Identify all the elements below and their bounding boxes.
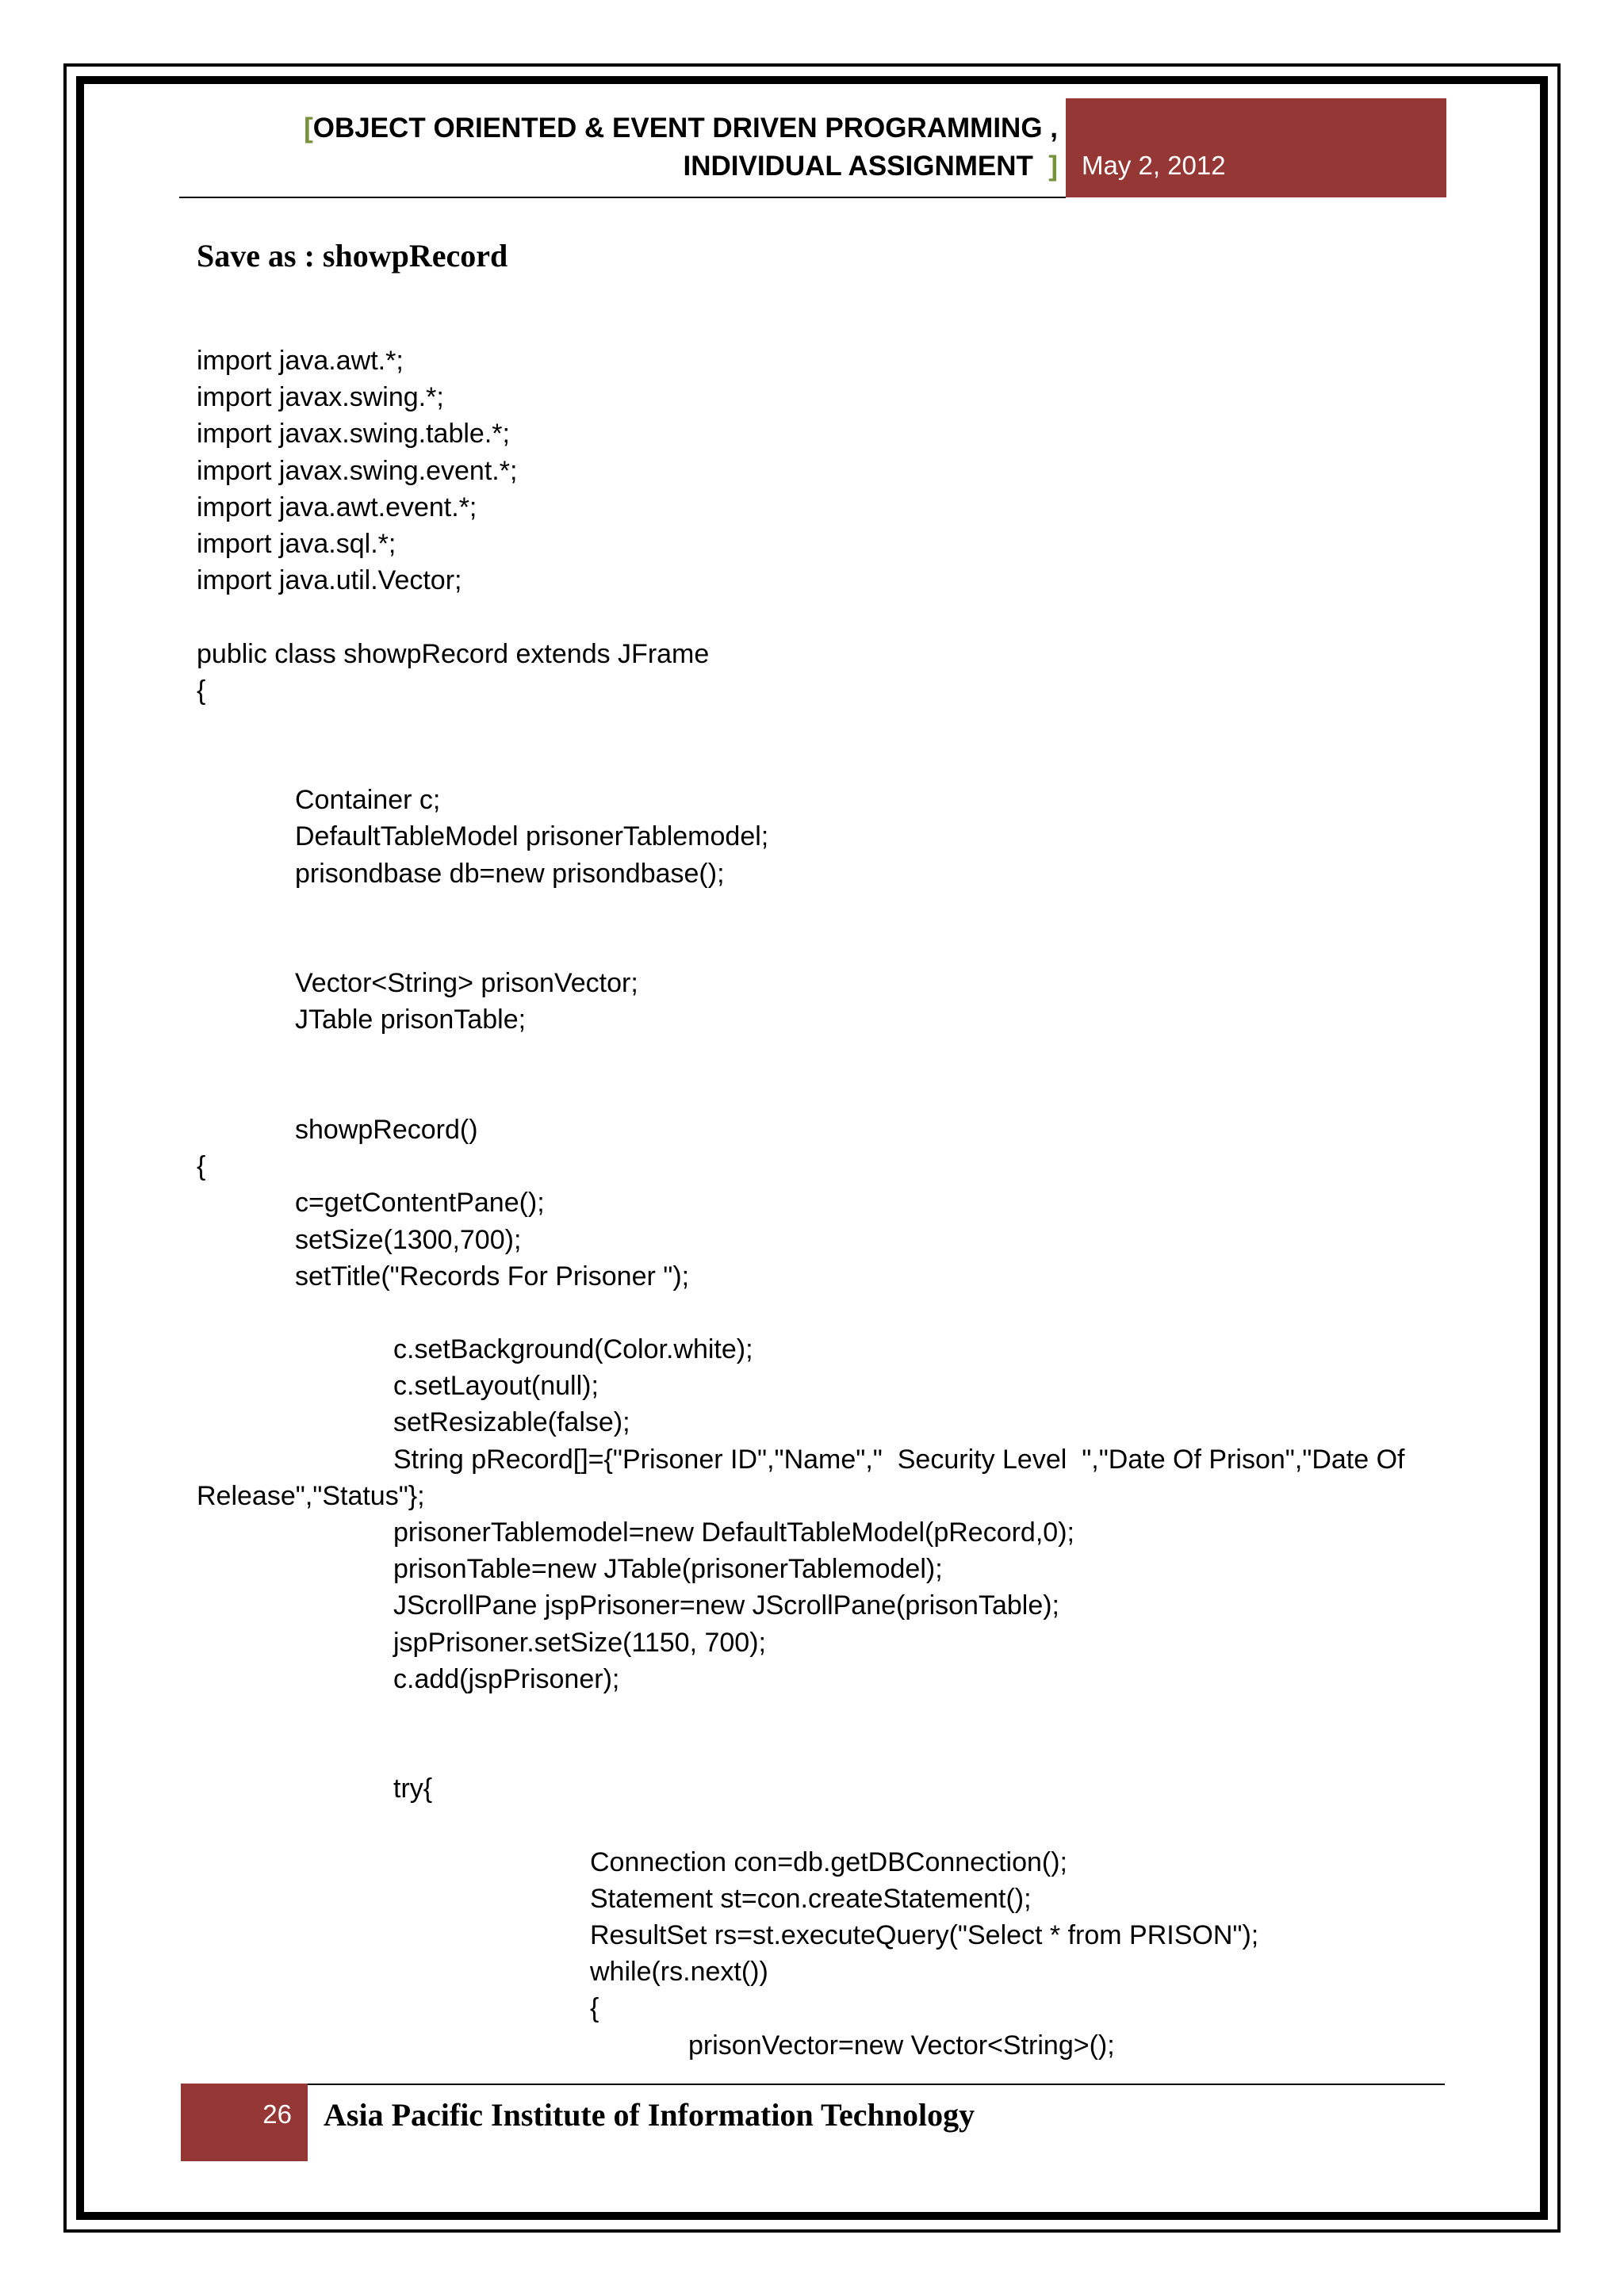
- code-line: prisondbase db=new prisondbase();: [295, 858, 725, 889]
- code-line: DefaultTableModel prisonerTablemodel;: [295, 821, 769, 852]
- code-line: c=getContentPane();: [295, 1188, 545, 1219]
- code-line: [197, 599, 1434, 635]
- code-line: [197, 709, 1434, 745]
- code-line: import javax.swing.event.*;: [197, 455, 518, 486]
- code-line: import java.awt.*;: [197, 346, 404, 376]
- code-line: import javax.swing.*;: [197, 382, 444, 413]
- code-line: import java.awt.event.*;: [197, 492, 477, 522]
- footer-page-box: [181, 2084, 308, 2161]
- code-line: Release","Status"};: [197, 1480, 425, 1511]
- header-title-line1-text: OBJECT ORIENTED & EVENT DRIVEN PROGRAMMING ,: [312, 113, 1058, 144]
- code-line: setTitle("Records For Prisoner ");: [295, 1261, 690, 1292]
- code-line: {: [197, 675, 206, 706]
- code-line: setSize(1300,700);: [295, 1224, 522, 1255]
- header-bracket-open: [: [304, 113, 313, 144]
- footer-institute: Asia Pacific Institute of Information Technology: [324, 2097, 975, 2133]
- code-line: Connection con=db.getDBConnection();: [590, 1846, 1067, 1877]
- code-line: c.add(jspPrisoner);: [393, 1663, 620, 1694]
- code-listing: [197, 342, 1434, 2064]
- code-line: {: [197, 1151, 206, 1182]
- header-divider: [179, 197, 1066, 198]
- code-line: [197, 1808, 1434, 1844]
- code-line: while(rs.next()): [590, 1957, 768, 1988]
- code-line: import java.sql.*;: [197, 528, 396, 559]
- header-title: [186, 109, 1058, 186]
- header-title-line2-text: INDIVIDUAL ASSIGNMENT: [683, 151, 1033, 182]
- code-line: [197, 892, 1434, 928]
- code-line: import javax.swing.table.*;: [197, 419, 510, 450]
- code-line: import java.util.Vector;: [197, 565, 462, 596]
- code-line: [197, 1075, 1434, 1112]
- code-line: Statement st=con.createStatement();: [590, 1883, 1032, 1914]
- code-line: [197, 745, 1434, 782]
- code-line: Container c;: [295, 785, 441, 816]
- code-line: [197, 1734, 1434, 1770]
- code-line: Vector<String> prisonVector;: [295, 968, 638, 999]
- code-line: prisonVector=new Vector<String>();: [688, 2030, 1115, 2061]
- code-line: jspPrisoner.setSize(1150, 700);: [393, 1627, 766, 1658]
- code-line: try{: [393, 1774, 433, 1804]
- code-line: String pRecord[]={"Prisoner ID","Name"," Security Level ","Date Of Prison","Date Of: [393, 1444, 1405, 1475]
- code-line: JTable prisonTable;: [295, 1004, 527, 1035]
- section-heading: Save as : showpRecord: [197, 238, 508, 274]
- code-line: public class showpRecord extends JFrame: [197, 638, 710, 669]
- code-line: [197, 1295, 1434, 1331]
- code-line: prisonerTablemodel=new DefaultTableModel(pRecord,0);: [393, 1517, 1074, 1548]
- code-line: [197, 928, 1434, 965]
- code-line: c.setBackground(Color.white);: [393, 1334, 753, 1365]
- code-line: {: [590, 1993, 599, 2024]
- code-line: c.setLayout(null);: [393, 1371, 599, 1402]
- header-bracket-close: ]: [1048, 151, 1058, 182]
- header-title-line1: [186, 109, 1058, 147]
- code-line: [197, 1039, 1434, 1075]
- header-title-line2: [186, 147, 1058, 186]
- code-line: prisonTable=new JTable(prisonerTablemodel);: [393, 1554, 943, 1585]
- code-line: JScrollPane jspPrisoner=new JScrollPane(prisonTable);: [393, 1590, 1060, 1621]
- header-date: May 2, 2012: [1082, 151, 1226, 180]
- code-line: showpRecord(): [295, 1114, 478, 1145]
- code-line: ResultSet rs=st.executeQuery("Select * from PRISON");: [590, 1920, 1259, 1951]
- header-date-box: [1066, 98, 1446, 197]
- code-line: setResizable(false);: [393, 1407, 630, 1438]
- code-line: [197, 1697, 1434, 1734]
- footer-divider: [308, 2084, 1445, 2085]
- page-number: 26: [262, 2099, 292, 2129]
